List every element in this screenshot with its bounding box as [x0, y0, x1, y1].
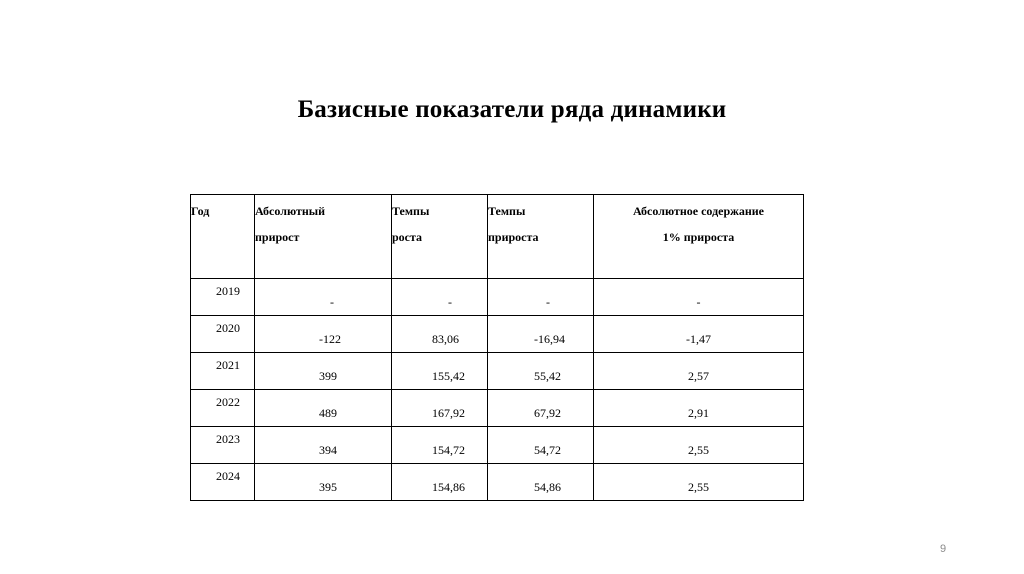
absolute-growth-value: 489 [319, 406, 337, 420]
year-value: 2024 [216, 469, 240, 483]
absolute-content-value: 2,57 [688, 369, 709, 383]
increase-rate-value: 54,86 [534, 480, 561, 494]
cell-absolute-content [594, 464, 804, 501]
cell-growth-rate [392, 279, 488, 316]
year-value: 2023 [216, 432, 240, 446]
cell-year [191, 390, 255, 427]
cell-absolute-growth [255, 353, 392, 390]
increase-rate-value: 67,92 [534, 406, 561, 420]
cell-absolute-growth [255, 464, 392, 501]
absolute-growth-value: - [330, 295, 334, 309]
cell-growth-rate [392, 316, 488, 353]
increase-rate-value: 55,42 [534, 369, 561, 383]
growth-rate-value: 154,72 [432, 443, 465, 457]
absolute-content-value: 2,55 [688, 443, 709, 457]
cell-increase-rate [488, 464, 594, 501]
header-absolute-content-line1: Абсолютное содержание [632, 204, 764, 218]
cell-absolute-content [594, 390, 804, 427]
absolute-content-value: - [696, 295, 701, 309]
cell-year [191, 316, 255, 353]
year-value: 2019 [216, 284, 240, 298]
table-row [191, 427, 804, 464]
header-growth-rate-line2: роста [392, 230, 423, 244]
header-increase-rate [488, 195, 594, 279]
cell-absolute-growth [255, 279, 392, 316]
cell-year [191, 279, 255, 316]
cell-increase-rate [488, 427, 594, 464]
header-absolute-content [594, 195, 804, 279]
header-absolute-growth [255, 195, 392, 279]
cell-absolute-content [594, 316, 804, 353]
page-number: 9 [940, 543, 947, 555]
table-row [191, 279, 804, 316]
cell-growth-rate [392, 464, 488, 501]
growth-rate-value: - [448, 295, 452, 309]
cell-absolute-content [594, 353, 804, 390]
header-increase-rate-line2: прироста [488, 230, 539, 244]
increase-rate-value: -16,94 [534, 332, 565, 346]
cell-absolute-content [594, 279, 804, 316]
absolute-content-value: -1,47 [686, 332, 711, 346]
cell-increase-rate [488, 316, 594, 353]
absolute-content-value: 2,91 [688, 406, 709, 420]
growth-rate-value: 154,86 [432, 480, 465, 494]
year-value: 2022 [216, 395, 240, 409]
header-growth-rate [392, 195, 488, 279]
cell-growth-rate [392, 353, 488, 390]
header-year-label: Год [191, 204, 210, 218]
cell-increase-rate [488, 279, 594, 316]
increase-rate-value: - [546, 295, 550, 309]
absolute-content-value: 2,55 [688, 480, 709, 494]
absolute-growth-value: 399 [319, 369, 337, 383]
table-row [191, 353, 804, 390]
header-absolute-growth-line2: прирост [255, 230, 300, 244]
slide-title: Базисные показатели ряда динамики [297, 96, 727, 123]
cell-absolute-content [594, 427, 804, 464]
header-absolute-content-line2: 1% прироста [662, 230, 735, 244]
cell-increase-rate [488, 353, 594, 390]
year-value: 2021 [216, 358, 240, 372]
cell-year [191, 353, 255, 390]
absolute-growth-value: 394 [319, 443, 337, 457]
year-value: 2020 [216, 321, 240, 335]
growth-rate-value: 83,06 [432, 332, 459, 346]
header-year [191, 195, 255, 279]
header-absolute-growth-line1: Абсолютный [255, 204, 326, 218]
cell-absolute-growth [255, 427, 392, 464]
cell-growth-rate [392, 390, 488, 427]
header-increase-rate-line1: Темпы [488, 204, 526, 218]
increase-rate-value: 54,72 [534, 443, 561, 457]
absolute-growth-value: 395 [319, 480, 337, 494]
growth-rate-value: 167,92 [432, 406, 465, 420]
table-row [191, 390, 804, 427]
cell-year [191, 427, 255, 464]
header-growth-rate-line1: Темпы [392, 204, 430, 218]
cell-increase-rate [488, 390, 594, 427]
cell-growth-rate [392, 427, 488, 464]
absolute-growth-value: -122 [319, 332, 341, 346]
table-row [191, 316, 804, 353]
table-header-row [191, 195, 804, 279]
cell-absolute-growth [255, 316, 392, 353]
cell-absolute-growth [255, 390, 392, 427]
dynamics-table [190, 194, 804, 501]
growth-rate-value: 155,42 [432, 369, 465, 383]
cell-year [191, 464, 255, 501]
table-row [191, 464, 804, 501]
